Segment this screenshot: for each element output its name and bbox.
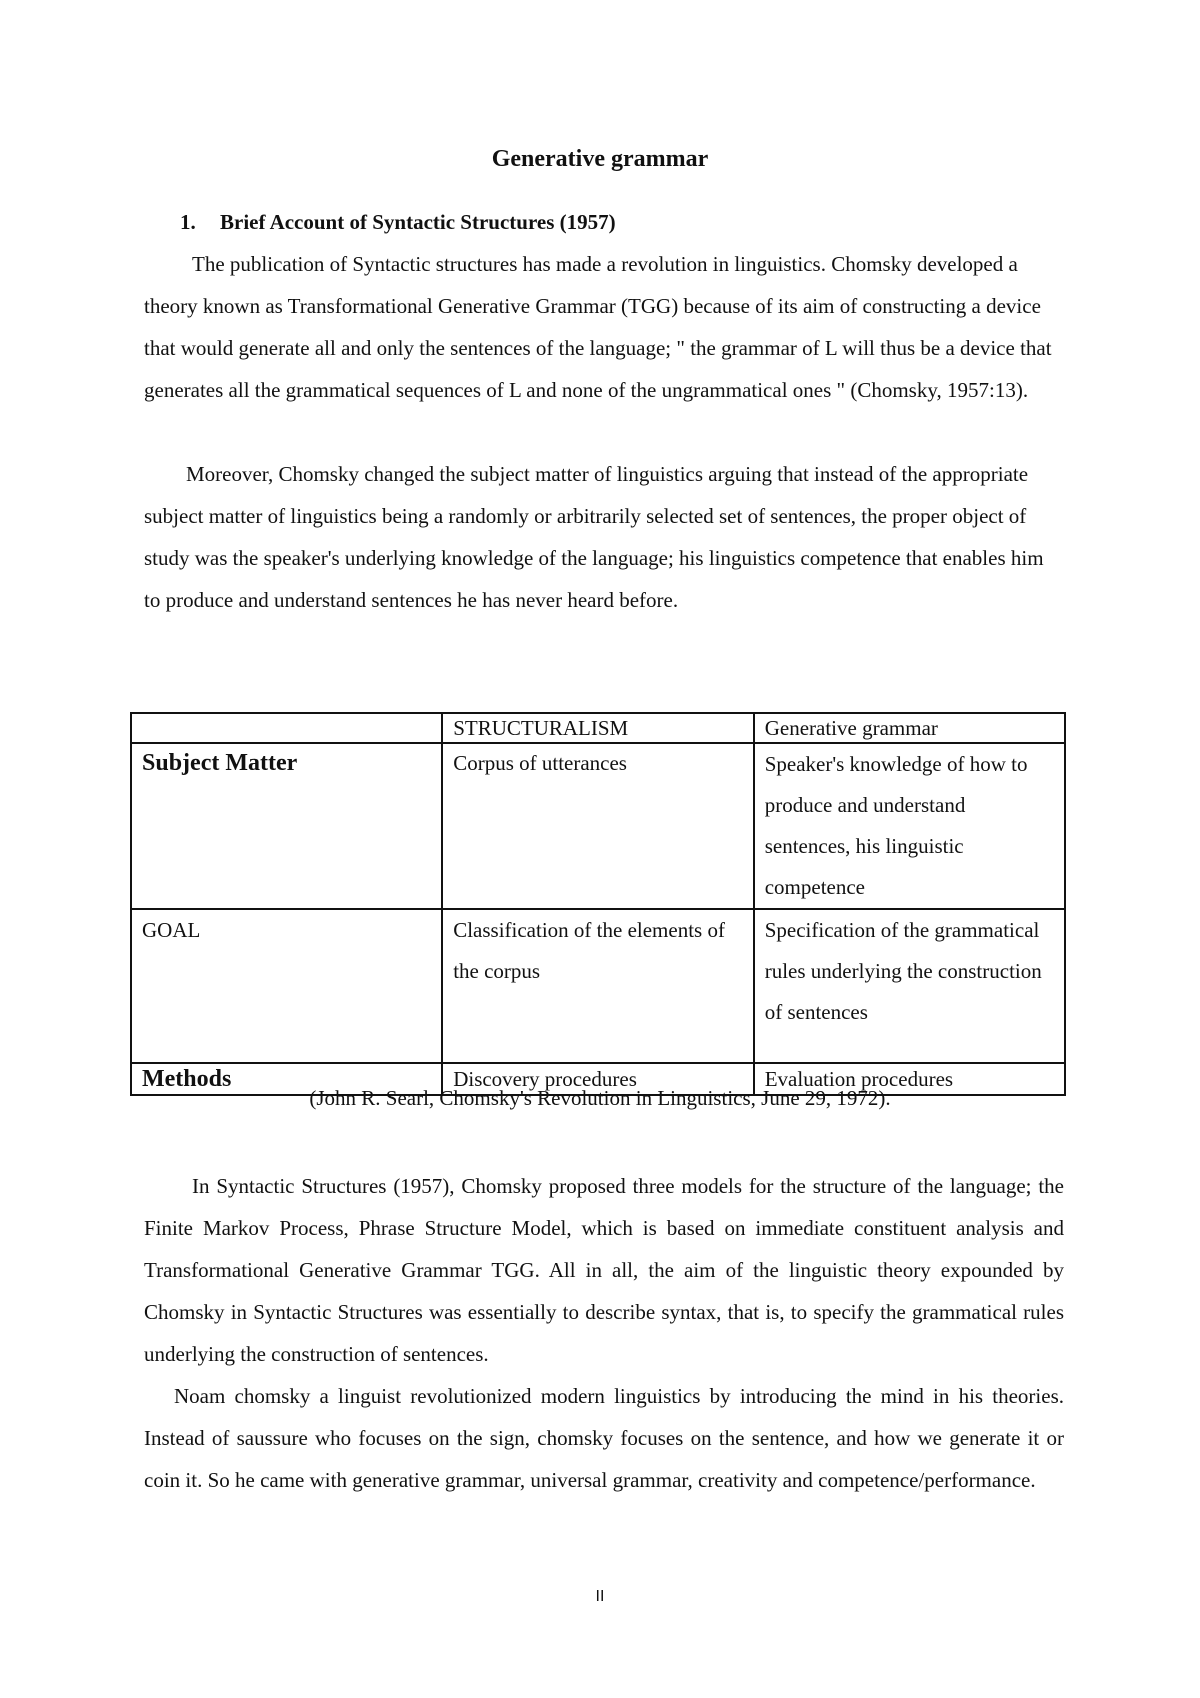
table-cell: Classification of the elements of the corpus xyxy=(442,909,754,1063)
paragraph-1: The publication of Syntactic structures has made a revolution in linguistics. Chomsky developed a theory known as Transformational Generative Grammar (TGG) because of its aim of constructing a device that would generate all and only the sentences of the language; " the grammar of L will thus be a device that generates all the grammatical sequences of L and none of the ungrammatical ones " (Chomsky, 1957:13). xyxy=(144,252,1052,402)
table-cell: Evaluation procedures xyxy=(754,1063,1065,1095)
page-number: II xyxy=(595,1588,605,1605)
table-row-label: Subject Matter xyxy=(131,743,442,909)
comparison-table xyxy=(130,712,1066,1096)
table-caption: (John R. Searl, Chomsky's Revolution in Linguistics, June 29, 1972). xyxy=(309,1086,891,1110)
table-header-cell xyxy=(131,713,442,743)
table-cell: Corpus of utterances xyxy=(442,743,754,909)
page-title: Generative grammar xyxy=(491,146,709,172)
table-row xyxy=(131,909,1065,1063)
section-number: 1. xyxy=(180,210,196,234)
table-cell: Discovery procedures xyxy=(442,1063,754,1095)
paragraph-4: Noam chomsky a linguist revolutionized modern linguistics by introducing the mind in his theories. Instead of saussure who focuses on the sign, chomsky focuses on the sentence, and how we generate it or coin it. So he came with generative grammar, universal grammar, creativity and competence/performance. xyxy=(144,1384,1064,1492)
table-header-cell: Generative grammar xyxy=(754,713,1065,743)
paragraph-3: In Syntactic Structures (1957), Chomsky proposed three models for the structure of the language; the Finite Markov Process, Phrase Structure Model, which is based on immediate constituent analysis and Transformational Generative Grammar TGG. All in all, the aim of the linguistic theory expounded by Chomsky in Syntactic Structures was essentially to describe syntax, that is, to specify the grammatical rules underlying the construction of sentences. xyxy=(144,1174,1064,1366)
section-title: Brief Account of Syntactic Structures (1957) xyxy=(220,210,616,234)
table-header-row xyxy=(131,713,1065,743)
table-row xyxy=(131,743,1065,909)
table-cell: Speaker's knowledge of how to produce and understand sentences, his linguistic competence xyxy=(754,743,1065,909)
table-row-label: Methods xyxy=(131,1063,442,1095)
table-cell: Specification of the grammatical rules underlying the construction of sentences xyxy=(754,909,1065,1063)
table-header-cell: STRUCTURALISM xyxy=(442,713,754,743)
section-heading xyxy=(180,210,616,235)
paragraph-2: Moreover, Chomsky changed the subject matter of linguistics arguing that instead of the appropriate subject matter of linguistics being a randomly or arbitrarily selected set of sentences, the proper object of study was the speaker's underlying knowledge of the language; his linguistics competence that enables him to produce and understand sentences he has never heard before. xyxy=(144,462,1044,612)
table-row-label: GOAL xyxy=(131,909,442,1063)
